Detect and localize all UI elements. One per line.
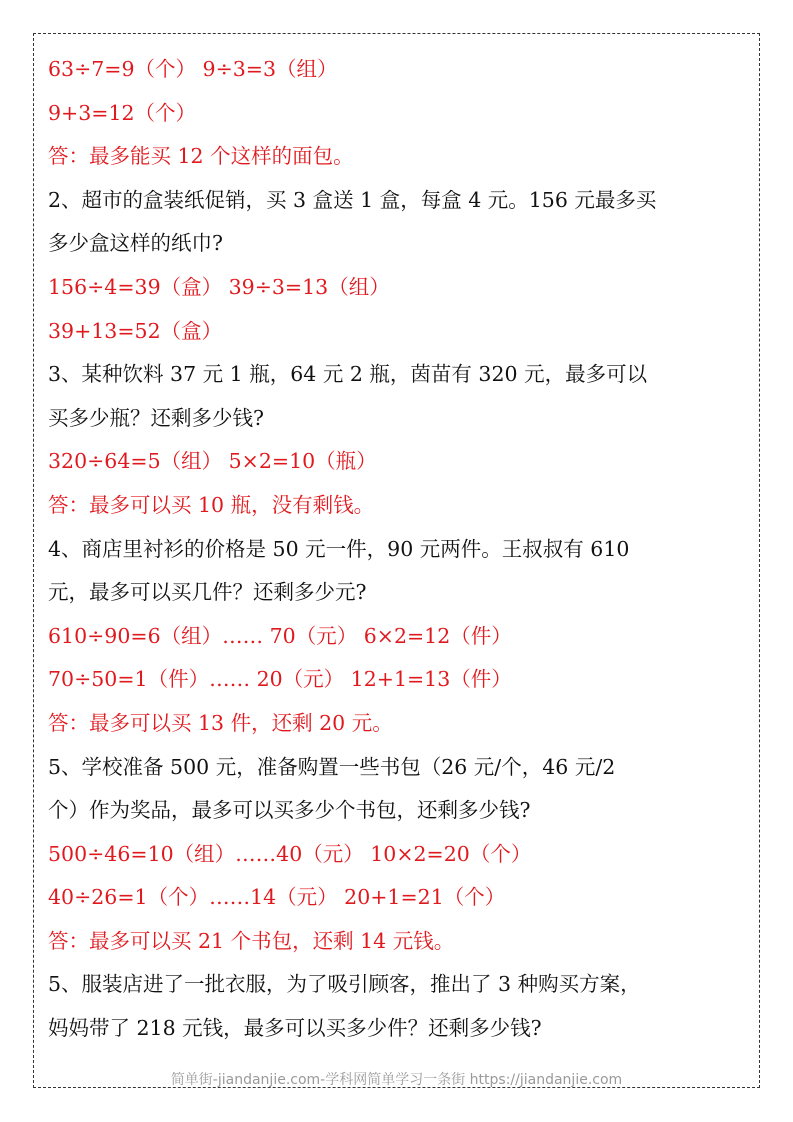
text-line: 610÷90=6（组）…… 70（元） 6×2=12（件） [48,623,512,648]
worksheet-content [48,48,748,1051]
text-line: 元，最多可以买几件？还剩多少元? [48,580,367,605]
text-line: 40÷26=1（个）……14（元） 20+1=21（个） [48,885,506,910]
text-line: 答：最多可以买 10 瓶，没有剩钱。 [48,492,375,517]
text-line: 39+13=52（盒） [48,318,223,343]
text-line: 答：最多能买 12 个这样的面包。 [48,144,354,169]
text-line: 多少盒这样的纸巾? [48,231,223,256]
text-line: 500÷46=10（组）……40（元） 10×2=20（个） [48,841,532,866]
text-line: 妈妈带了 218 元钱，最多可以买多少件？还剩多少钱? [48,1016,542,1041]
text-line: 5、服装店进了一批衣服，为了吸引顾客，推出了 3 种购买方案， [48,972,641,997]
text-line: 70÷50=1（件）…… 20（元） 12+1=13（件） [48,667,512,692]
text-line: 个）作为奖品，最多可以买多少个书包，还剩多少钱? [48,798,531,823]
text-line: 5、学校准备 500 元，准备购置一些书包（26 元/个，46 元/2 [48,754,616,779]
text-line: 4、商店里衬衫的价格是 50 元一件，90 元两件。王叔叔有 610 [48,536,630,561]
footer-watermark: 简单街-jiandanjie.com-学科网简单学习一条街 https://jiandanjie.com [170,1072,623,1088]
text-line: 答：最多可以买 13 件，还剩 20 元。 [48,710,393,735]
text-line: 156÷4=39（盒） 39÷3=13（组） [48,274,390,299]
text-line: 63÷7=9（个） 9÷3=3（组） [48,57,338,81]
text-line: 答：最多可以买 21 个书包，还剩 14 元钱。 [48,928,455,953]
text-line: 320÷64=5（组） 5×2=10（瓶） [48,449,377,474]
text-line: 买多少瓶？还剩多少钱? [48,405,264,430]
text-line: 2、超市的盒装纸促销，买 3 盒送 1 盒，每盒 4 元。156 元最多买 [48,187,657,212]
text-line: 9+3=12（个） [48,100,197,125]
text-line: 3、某种饮料 37 元 1 瓶，64 元 2 瓶，茵苗有 320 元，最多可以 [48,362,648,387]
